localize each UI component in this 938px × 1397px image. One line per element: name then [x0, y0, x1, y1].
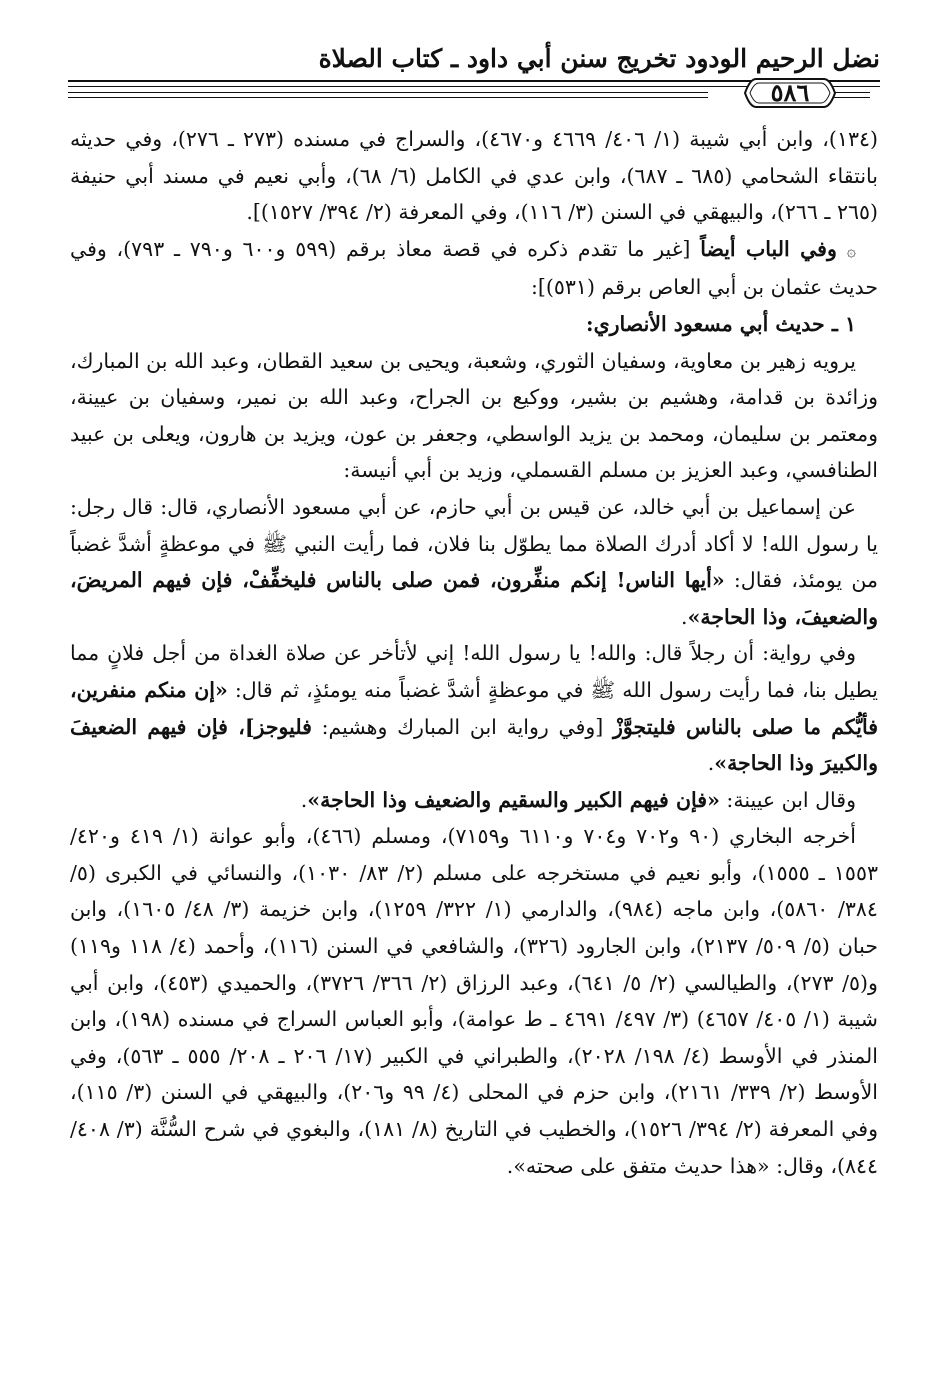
hadith-quote-continued: فليوجز]، فإن فيهم الضعيفَ والكبيرَ وذا الحاجة» — [70, 714, 878, 776]
page-number: ٥٨٦ — [770, 78, 810, 107]
hadith-quote: «فإن فيهم الكبير والسقيم والضعيف وذا الحاجة» — [307, 787, 720, 812]
paragraph-narrators — [70, 343, 878, 489]
running-header — [68, 44, 880, 78]
paragraph-also-in-chapter — [70, 231, 878, 306]
paragraph-continuation — [70, 121, 878, 231]
paragraph-ibn-uyaynah — [70, 782, 878, 819]
paragraph-text: وقال ابن عيينة: — [719, 787, 856, 812]
paragraph-takhrij-sources — [70, 818, 878, 1184]
paragraph-text: (١٣٤)، وابن أبي شيبة (١/ ٤٠٦/ ٤٦٦٩ و٤٦٧٠)، والسراج في مسنده (٢٧٣ ـ ٢٧٦)، وفي حديثه بانتقاء الشحامي (٦٨٥ ـ ٦٨٧)، وابن عدي في الكامل (٦/ ٦٨)، وأبي نعيم في مسند أبي حنيفة (٢٦٥ ـ ٢٦٦)، والبيهقي في السنن (٣/ ١١٦)، وفي المعرفة (٢/ ٣٩٤/ ١٥٢٧)]. — [70, 127, 878, 225]
section-marker-icon: ۞ — [846, 240, 856, 260]
paragraph-text: أخرجه البخاري (٩٠ و٧٠٢ و٧٠٤ و٦١١٠ و٧١٥٩)، ومسلم (٤٦٦)، وأبو عوانة (١/ ٤١٩ و٤٢٠/ ١٥٥٣ ـ ١٥٥٥)، وأبو نعيم في مستخرجه على مسلم (٢/ ٨٣/ ١٠٣٠)، والنسائي في الكبرى (٥/ ٣٨٤/ ٥٨٦٠)، وابن ماجه (٩٨٤)، والدارمي (١/ ٣٢٢/ ١٢٥٩)، وابن خزيمة (٣/ ٤٨/ ١٦٠٥)، وابن حبان (٥/ ٥٠٩/ ٢١٣٧)، وابن الجارود (٣٢٦)، والشافعي في السنن (١١٦)، وأحمد (٤/ ١١٨ و١١٩) و(٥/ ٢٧٣)، والطيالسي (٢/ ٥/ ٦٤١)، وعبد الرزاق (٢/ ٣٦٦/ ٣٧٢٦)، والحميدي (٤٥٣)، وابن أبي شيبة (١/ ٤٠٥/ ٤٦٥٧) (٣/ ٤٩٧/ ٤٦٩١ ـ ط عوامة)، وأبو العباس السراج في مسنده (١٩٨)، وابن المنذر في الأوسط (٤/ ١٩٨/ ٢٠٢٨)، والطبراني في الكبير (١٧/ ٢٠٦ ـ ٢٠٨/ ٥٥٥ ـ ٥٦٣)، وفي الأوسط (٢/ ٣٣٩/ ٢١٦١)، وابن حزم في المحلى (٤/ ٩٩ و٢٠٦)، والبيهقي في السنن (٣/ ١١٥)، وفي المعرفة (٢/ ٣٩٤/ ١٥٢٦)، والخطيب في التاريخ (٨/ ١٨١)، والبغوي في شرح السُّنَّة (٣/ ٤٠٨/ ٨٤٤)، وقال: «هذا حديث متفق على صحته». — [70, 824, 878, 1178]
page-number-line-left — [68, 92, 708, 93]
paragraph-end: . — [300, 787, 308, 812]
paragraph-end: . — [681, 604, 688, 629]
paragraph-hadith-text — [70, 489, 878, 635]
hadith-quote: «أيها الناس! إنكم منفِّرون، فمن صلى بالناس فليخفِّفْ، فإن فيهم المريضَ، والضعيفَ، وذا الحاجة» — [70, 568, 878, 629]
hadith-quote: «إن منكم منفرين، فأيُّكم ما صلى بالناس فليتجوَّزْ — [70, 677, 878, 739]
paragraph-text-mid: [وفي رواية ابن المبارك وهشيم: — [311, 714, 614, 739]
page-header-title: نضل الرحيم الودود تخريج سنن أبي داود ـ كتاب الصلاة — [318, 44, 880, 73]
paragraph-text: يرويه زهير بن معاوية، وسفيان الثوري، وشعبة، ويحيى بن سعيد القطان، وعبد الله بن المبارك، وزائدة بن قدامة، وهشيم بن بشير، ووكيع بن الجراح، وعبد الله بن نمير، وسفيان بن عيينة، ومعتمر بن سليمان، ومحمد بن يزيد الواسطي، وجعفر بن عون، ويزيد بن هارون، ويعلى بن عبيد الطنافسي، وعبد العزيز بن مسلم القسملي، وزيد بن أبي أنيسة: — [70, 348, 878, 483]
page-body — [70, 121, 878, 1184]
paragraph-variant-narration — [70, 635, 878, 781]
paragraph-end: . — [707, 751, 715, 776]
section-heading: ١ ـ حديث أبي مسعود الأنصاري: — [586, 311, 856, 336]
paragraph-text: عن إسماعيل بن أبي خالد، عن قيس بن أبي حازم، عن أبي مسعود الأنصاري، قال: قال رجل: يا رسول الله! لا أكاد أدرك الصلاة مما يطوّل بنا فلان، فما رأيت النبي ﷺ في موعظةٍ أشدَّ غضباً من يومئذ، فقال: — [70, 494, 878, 593]
paragraph-text: وفي رواية: أن رجلاً قال: والله! يا رسول الله! إني لأتأخر عن صلاة الغداة من أجل فلانٍ مما يطيل بنا، فما رأيت رسول الله ﷺ في موعظةٍ أشدَّ غضباً منه يومئذٍ، ثم قال: — [70, 641, 878, 702]
paragraph-bold-lead: وفي الباب أيضاً — [700, 236, 837, 261]
page-number-frame — [742, 76, 838, 110]
page-number-line-left-2 — [68, 97, 708, 98]
paragraph-text: [غير ما تقدم ذكره في قصة معاذ برقم (٥٩٩ و٦٠٠ و٧٩٠ ـ ٧٩٣)، وفي حديث عثمان بن أبي العاص برقم (٥٣١)]: — [70, 236, 878, 300]
